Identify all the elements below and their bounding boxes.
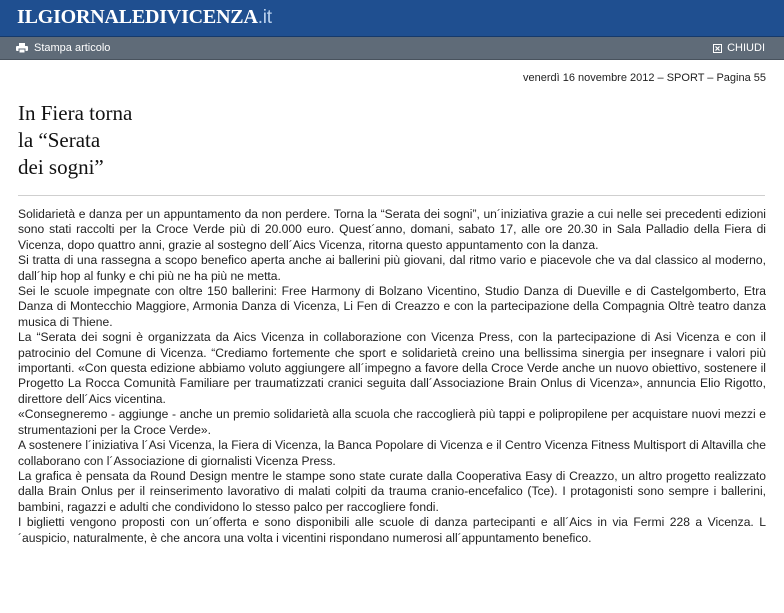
close-label: CHIUDI: [727, 42, 765, 54]
article-paragraph: Sei le scuole impegnate con oltre 150 ballerini: Free Harmony di Bolzano Vicentino, Studio Danza di Dueville e di Castelgomberto, Etra Danza di Montecchio Maggiore, Armonia Danza di Vicenza, Li Fen di Creazzo e con la partecipazione della Compagnia Oltrè teatro danza musica di Thiene.: [18, 284, 766, 329]
site-logo[interactable]: [17, 6, 272, 29]
article-paragraph: A sostenere l´iniziativa l´Asi Vicenza, la Fiera di Vicenza, la Banca Popolare di Vicenza e il Centro Vicenza Fitness Multisport di Altavilla che collaborano con l´Associazione di giornalisti Vicenza Press.: [18, 438, 766, 468]
article-paragraph: «Consegneremo - aggiunge - anche un premio solidarietà alla scuola che raccoglierà più tappi e polipropilene per acquistare nuovi mezzi e strumentazioni per la Croce Verde».: [18, 407, 766, 437]
print-article-label: Stampa articolo: [34, 42, 111, 54]
title-divider: [18, 195, 765, 196]
article-paragraph: La grafica è pensata da Round Design mentre le stampe sono state curate dalla Cooperativa Easy di Creazzo, un altro progetto realizzato dalla Brain Onlus per il reinserimento lavorativo di malati colpiti da trauma cranio-encefalico (Tce). I protagonisti sono sempre i ballerini, bambini, ragazzi e adulti che condividono lo stesso palco per raccogliere fondi.: [18, 468, 766, 514]
article-meta: venerdì 16 novembre 2012 – SPORT – Pagina 55: [523, 72, 766, 84]
article-paragraph: Si tratta di una rassegna a scopo benefico aperta anche ai ballerini più giovani, dal ritmo vario e piacevole che va dal classico al moderno, dall´hip hop al funky e chi più ne ha più ne metta.: [18, 253, 766, 283]
article-paragraph: I biglietti vengono proposti con un´offerta e sono disponibili alle scuole di danza partecipanti e all´Aics in via Fermi 228 a Vicenza. L´auspicio, naturalmente, è che ancora una volta i vicentini rispondano numerosi all´appuntamento benefico.: [18, 515, 766, 545]
logo-main-text: ILGIORNALEDIVICENZA: [17, 6, 258, 28]
site-header: [0, 0, 784, 37]
title-line: la “Serata: [18, 128, 101, 152]
close-box-icon: [713, 44, 722, 53]
article-paragraph: La “Serata dei sogni è organizzata da Aics Vicenza in collaborazione con Vicenza Press, con la partecipazione di Asi Vicenza e con il patrocinio del Comune di Vicenza. “Crediamo fortemente che sport e solidarietà creino una bellissima sinergia per insegnare i valori più importanti. «Con questa edizione abbiamo voluto aggiungere all´impegno a favore della Croce Verde anche un nuovo obiettivo, sostenere il Progetto La Rocca Comunità Familiare per traumatizzati cranici seguita dall´Associazione Brain Onlus di Vicenza», annuncia Elio Rigotto, direttore dell´Aics vicentina.: [18, 330, 766, 406]
logo-tld-text: .it: [257, 7, 272, 28]
article-paragraph: Solidarietà e danza per un appuntamento da non perdere. Torna la “Serata dei sogni”, un´iniziativa grazie a cui nelle sei precedenti edizioni sono stati raccolti per la Croce Verde più di 20.000 euro. Quest´anno, domani, sabato 17, alle ore 20.30 in Sala Palladio della Fiera di Vicenza, dopo quattro anni, grazie al sostegno dell´Aics Vicenza, ritorna questo appuntamento con la danza.: [18, 207, 766, 252]
title-line: dei sogni”: [18, 155, 104, 179]
article-toolbar: [0, 37, 784, 60]
printer-icon: [16, 43, 28, 53]
article-title: [18, 100, 318, 181]
title-line: In Fiera torna: [18, 101, 133, 125]
print-article-button[interactable]: [16, 37, 110, 59]
article-body: [18, 207, 766, 546]
close-button[interactable]: [713, 37, 765, 59]
